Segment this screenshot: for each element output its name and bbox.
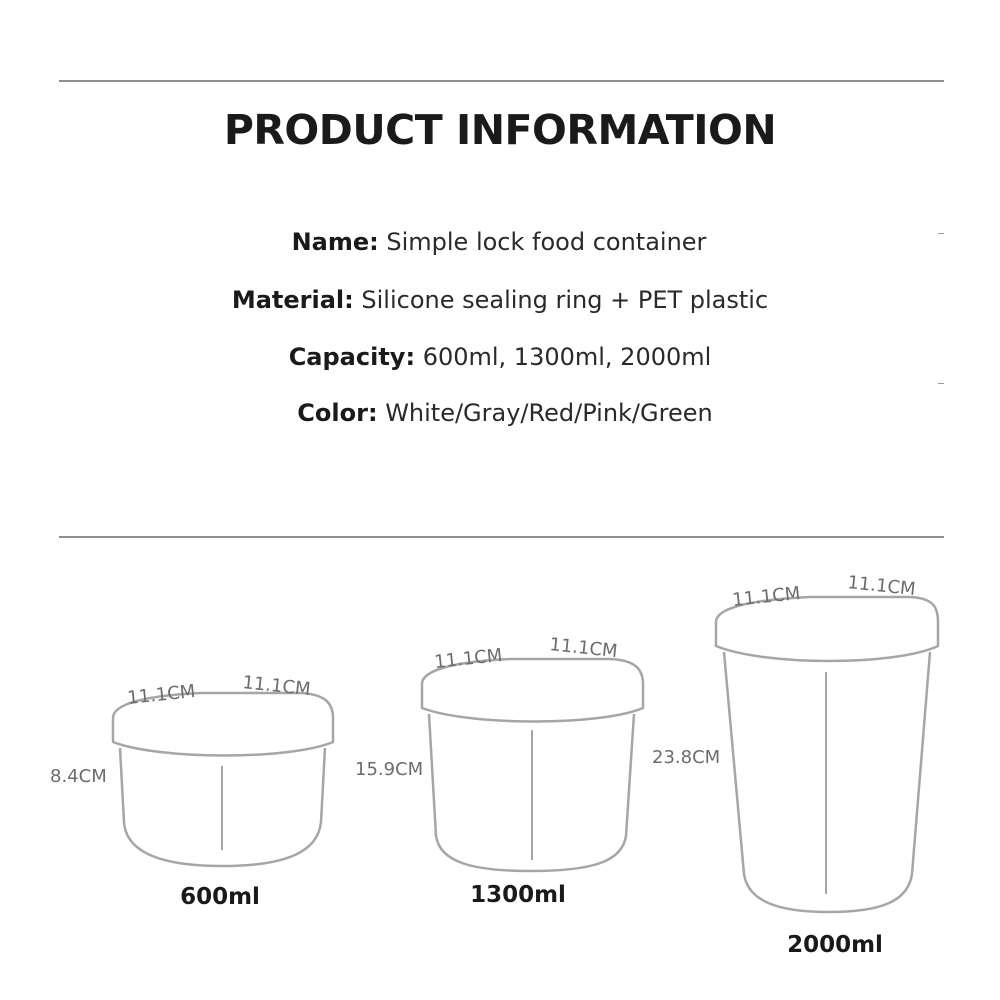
page-title: PRODUCT INFORMATION	[223, 106, 777, 154]
container-2000-height-label: 23.8CM	[652, 747, 721, 768]
spec-capacity-label: Capacity:	[288, 343, 416, 371]
spec-color-label: Color:	[297, 399, 378, 427]
container-1300-capacity-label: 1300ml	[470, 882, 566, 908]
container-600-width-label: 11.1CM	[126, 680, 197, 709]
container-2000-capacity-label: 2000ml	[787, 932, 883, 958]
container-1300-width-label: 11.1CM	[433, 644, 504, 673]
container-600-height-label: 8.4CM	[50, 766, 107, 787]
spec-color-value: White/Gray/Red/Pink/Green	[385, 399, 713, 427]
container-2000-drawing	[716, 597, 938, 912]
spec-capacity-value: 600ml, 1300ml, 2000ml	[422, 343, 712, 371]
spec-name-label: Name:	[291, 228, 379, 256]
container-2000-depth-label: 11.1CM	[846, 572, 917, 601]
container-1300-depth-label: 11.1CM	[548, 634, 619, 663]
container-600-drawing	[113, 693, 333, 866]
spec-name-value: Simple lock food container	[386, 228, 707, 256]
container-600-depth-label: 11.1CM	[241, 672, 312, 701]
container-2000-width-label: 11.1CM	[731, 582, 802, 611]
container-1300-height-label: 15.9CM	[355, 759, 424, 780]
container-600-capacity-label: 600ml	[180, 884, 260, 910]
spec-material-value: Silicone sealing ring + PET plastic	[361, 286, 769, 314]
spec-material-label: Material:	[231, 286, 354, 314]
container-1300-drawing	[422, 659, 643, 871]
